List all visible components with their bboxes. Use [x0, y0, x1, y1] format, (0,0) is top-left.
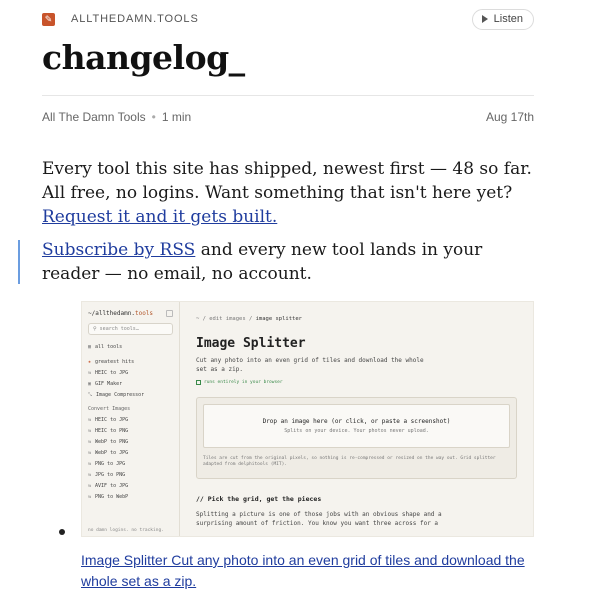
post-meta — [42, 110, 534, 124]
entry-caption-link[interactable]: Image Splitter Cut any photo into an even grid of tiles and download the whole set as a zip. — [81, 552, 525, 589]
sidebar-item-label: WebP to PNG — [95, 439, 129, 445]
brand-prefix: ~/allthedamn. — [88, 310, 135, 317]
top-bar — [42, 8, 534, 30]
section-text: Splitting a picture is one of those jobs with an obvious shape and a surprising amount of friction. You know you want three across for a — [196, 511, 442, 527]
request-link[interactable]: Request it and it gets built. — [42, 207, 278, 227]
rss-accent-bar — [18, 240, 20, 284]
convert-icon: ⇆ — [88, 494, 92, 500]
sidebar-item-label: HEIC to JPG — [95, 370, 129, 376]
screenshot-main — [196, 316, 521, 528]
rss-paragraph — [42, 238, 534, 286]
convert-icon: ⇆ — [88, 428, 92, 434]
separator-dot: • — [151, 110, 156, 124]
sidebar-footer: no damn logins. no tracking. — [88, 528, 164, 533]
upload-panel — [196, 397, 517, 479]
sidebar-item — [88, 381, 173, 387]
breadcrumb-path: ~ / edit images / — [196, 316, 256, 322]
sidebar-item — [88, 392, 173, 398]
sidebar-item-label: HEIC to JPG — [95, 417, 129, 423]
intro-text: Every tool this site has shipped, newest first — 48 so far. All free, no logins. Want something that isn't here yet? — [42, 159, 532, 203]
sidebar-item — [88, 370, 173, 376]
sidebar-item-label: HEIC to PNG — [95, 428, 129, 434]
search-placeholder: search tools… — [99, 326, 139, 332]
rss-link[interactable]: Subscribe by RSS — [42, 240, 196, 260]
sidebar-item — [88, 494, 173, 500]
panel-toggle-icon — [166, 310, 173, 317]
sidebar-item-label: all tools — [95, 344, 123, 350]
sidebar-item — [88, 428, 173, 434]
rss-text: and every new tool lands in your reader — no email, no account. — [42, 240, 483, 284]
screenshot-sidebar — [82, 302, 180, 537]
star-icon: ★ — [88, 359, 92, 365]
grid-icon: ▦ — [88, 344, 92, 350]
site-logo-icon[interactable]: ✎ — [42, 13, 55, 26]
sidebar-item-label: AVIF to JPG — [95, 483, 129, 489]
convert-icon: ⇆ — [88, 450, 92, 456]
film-icon: ▣ — [88, 381, 92, 387]
brand-suffix: tools — [134, 310, 154, 317]
tool-subtitle: Cut any photo into an even grid of tiles and download the whole set as a zip. — [196, 357, 424, 373]
play-icon — [482, 15, 488, 23]
sidebar-item — [88, 417, 173, 423]
drop-zone-subtitle: Splits on your device. Your photos never upload. — [284, 428, 429, 434]
convert-icon: ⇆ — [88, 370, 92, 376]
check-icon — [196, 380, 201, 385]
convert-icon: ⇆ — [88, 472, 92, 478]
sidebar-item — [88, 450, 173, 456]
greatest-hits-header — [88, 359, 173, 365]
sidebar-item-all-tools — [88, 344, 173, 350]
site-name[interactable]: ALLTHEDAMN.TOOLS — [71, 13, 199, 25]
breadcrumb — [196, 316, 521, 322]
tool-title: Image Splitter — [196, 336, 306, 351]
sidebar-item — [88, 439, 173, 445]
page-title: changelog_ — [42, 38, 245, 77]
convert-icon: ⇆ — [88, 439, 92, 445]
tool-screenshot[interactable] — [81, 301, 534, 537]
sidebar-item-label: PNG to JPG — [95, 461, 126, 467]
sidebar-item-label: Image Compressor — [96, 392, 145, 398]
sidebar-item — [88, 483, 173, 489]
sidebar-item-label: GIF Maker — [95, 381, 123, 387]
intro-paragraph — [42, 157, 534, 229]
sidebar-item-label: JPG to PNG — [95, 472, 126, 478]
convert-icon: ⇆ — [88, 461, 92, 467]
search-icon: ⚲ — [93, 326, 97, 332]
drop-zone-title: Drop an image here (or click, or paste a screenshot) — [262, 418, 451, 425]
convert-images-header: Convert Images — [88, 406, 131, 412]
read-time: 1 min — [161, 110, 192, 124]
sidebar-item — [88, 461, 173, 467]
sidebar-item-label: WebP to JPG — [95, 450, 129, 456]
divider — [42, 95, 534, 96]
listen-label: Listen — [493, 13, 523, 25]
sidebar-item — [88, 472, 173, 478]
browser-note — [196, 380, 521, 385]
sidebar-item-label: PNG to WebP — [95, 494, 129, 500]
section-heading: // Pick the grid, get the pieces — [196, 495, 322, 503]
breadcrumb-current: image splitter — [255, 316, 302, 322]
compress-icon: ⤡ — [88, 392, 93, 398]
screenshot-search — [88, 323, 173, 335]
list-bullet — [59, 529, 65, 535]
post-date: Aug 17th — [485, 110, 534, 124]
section-label: greatest hits — [95, 359, 135, 365]
convert-icon: ⇆ — [88, 483, 92, 489]
drop-zone — [203, 404, 510, 448]
fine-print: Tiles are cut from the original pixels, so nothing is re-compressed or resized on the way out. Grid splitter adapted from delphitools (MIT). — [203, 456, 496, 467]
author: All The Damn Tools — [42, 110, 146, 124]
convert-icon: ⇆ — [88, 417, 92, 423]
listen-button[interactable] — [472, 9, 534, 30]
screenshot-brand — [88, 310, 173, 317]
browser-note-text: runs entirely in your browser — [204, 380, 283, 385]
